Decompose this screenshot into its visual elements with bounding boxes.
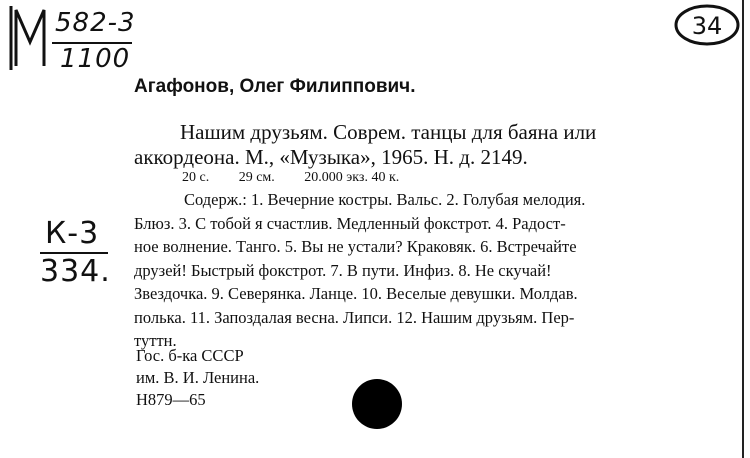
punch-hole <box>352 379 402 429</box>
side-mark-top: К-3 <box>45 216 100 251</box>
shelf-mark-top: 582-3 <box>55 8 136 38</box>
contents-line: ное волнение. Танго. 5. Вы не устали? Краковяк. 6. Встречайте <box>134 237 577 256</box>
handwritten-m-mark <box>8 2 54 72</box>
shelf-mark-bottom: 1100 <box>60 44 131 74</box>
card-edge <box>742 0 744 458</box>
contents-note <box>134 188 690 353</box>
physical-description <box>182 170 425 186</box>
print-run-price: 20.000 экз. 40 к. <box>304 170 400 185</box>
library-line: Н879—65 <box>136 390 206 409</box>
title-line-2: аккордеона. М., «Музыка», 1965. Н. д. 2149. <box>134 145 528 169</box>
library-line: им. В. И. Ленина. <box>136 368 260 387</box>
contents-line: Звездочка. 9. Северянка. Ланце. 10. Веселые девушки. Молдав. <box>134 284 578 303</box>
contents-line: Блюз. 3. С тобой я счастлив. Медленный фокстрот. 4. Радост- <box>134 213 566 233</box>
dimensions: 29 см. <box>238 170 275 185</box>
circled-number-text: 34 <box>691 12 723 40</box>
contents-line: Содерж.: 1. Вечерние костры. Вальс. 2. Голубая мелодия. <box>184 190 586 209</box>
pages-count: 20 с. <box>182 170 210 185</box>
contents-line: полька. 11. Запоздалая весна. Липси. 12. Нашим друзьям. Пер- <box>134 307 575 327</box>
contents-line: друзей! Быстрый фокстрот. 7. В пути. Инфиз. 8. Не скучай! <box>134 260 552 280</box>
library-stamp <box>136 345 259 411</box>
circled-number <box>672 2 742 48</box>
title-line-1: Нашим друзьям. Соврем. танцы для баяна или <box>180 120 597 144</box>
library-line: Гос. б-ка СССР <box>136 346 244 365</box>
author-heading: Агафонов, Олег Филиппович. <box>134 76 416 97</box>
contents-line: туттн. <box>134 331 177 350</box>
side-mark-bottom: 334. <box>40 254 111 289</box>
